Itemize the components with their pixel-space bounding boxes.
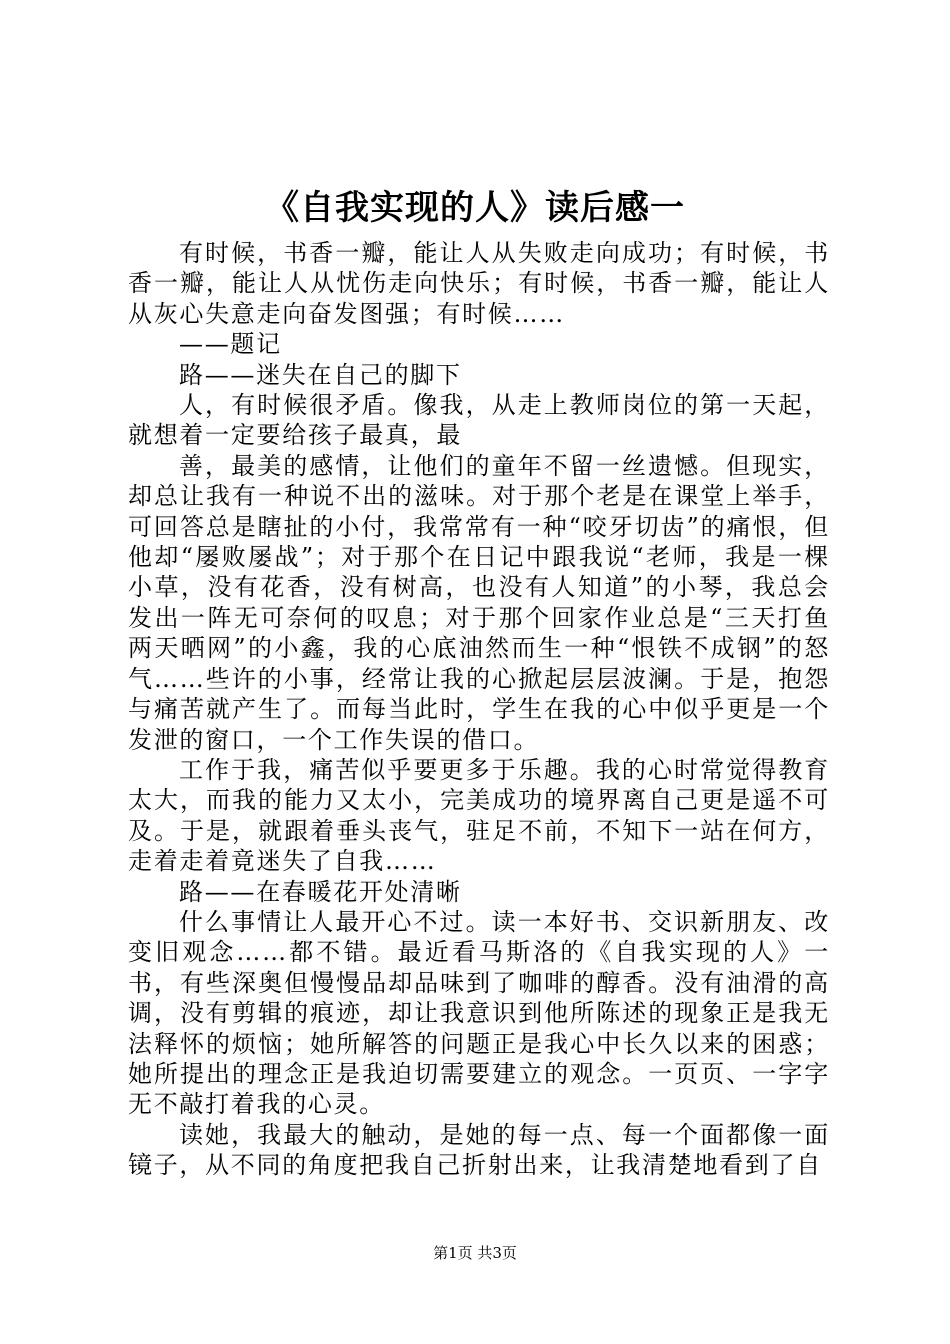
paragraph: 工作于我，痛苦似乎要更多于乐趣。我的心时常觉得教育太大，而我的能力又太小，完美成功的境界离自己更是遥不可及。于是，就跟着垂头丧气，驻足不前，不知下一站在何方，走着走着竟迷失了自我…… — [128, 755, 830, 876]
page-number-footer: 第1页 共3页 — [433, 1244, 517, 1262]
section-heading-clear: 路——在春暖花开处清晰 — [179, 877, 462, 906]
document-body — [128, 238, 830, 1181]
paragraph: 什么事情让人最开心不过。读一本好书、交识新朋友、改变旧观念……都不错。最近看马斯洛的《自我实现的人》一书，有些深奥但慢慢品却品味到了咖啡的醇香。没有油滑的高调，没有剪辑的痕迹，却让我意识到他所陈述的现象正是我无法释怀的烦恼；她所解答的问题正是我心中长久以来的困惑；她所提出的理念正是我迫切需要建立的观念。一页页、一字字无不敲打着我的心灵。 — [128, 907, 830, 1119]
paragraph: 善，最美的感情，让他们的童年不留一丝遗憾。但现实，却总让我有一种说不出的滋味。对于那个老是在课堂上举手，可回答总是瞎扯的小付，我常常有一种“咬牙切齿”的痛恨，但他却“屡败屡战”；对于那个在日记中跟我说“老师，我是一棵小草，没有花香，没有树高，也没有人知道”的小琴，我总会发出一阵无可奈何的叹息；对于那个回家作业总是“三天打鱼两天晒网”的小鑫，我的心底油然而生一种“恨铁不成钢”的怒气……些许的小事，经常让我的心掀起层层波澜。于是，抱怨与痛苦就产生了。而每当此时，学生在我的心中似乎更是一个发泄的窗口，一个工作失误的借口。 — [128, 451, 830, 754]
paragraph-intro: 有时候，书香一瓣，能让人从失败走向成功；有时候，书香一瓣，能让人从忧伤走向快乐；有时候，书香一瓣，能让人从灰心失意走向奋发图强；有时候…… — [128, 239, 830, 328]
paragraph-epigraph: ——题记 — [179, 330, 282, 359]
paragraph: 读她，我最大的触动，是她的每一点、每一个面都像一面镜子，从不同的角度把我自己折射出来，让我清楚地看到了自 — [128, 1120, 830, 1180]
document-title: 《自我实现的人》读后感一 — [265, 188, 685, 228]
paragraph: 人，有时候很矛盾。像我，从走上教师岗位的第一天起，就想着一定要给孩子最真，最 — [128, 391, 830, 450]
section-heading-lost: 路——迷失在自己的脚下 — [179, 360, 462, 389]
